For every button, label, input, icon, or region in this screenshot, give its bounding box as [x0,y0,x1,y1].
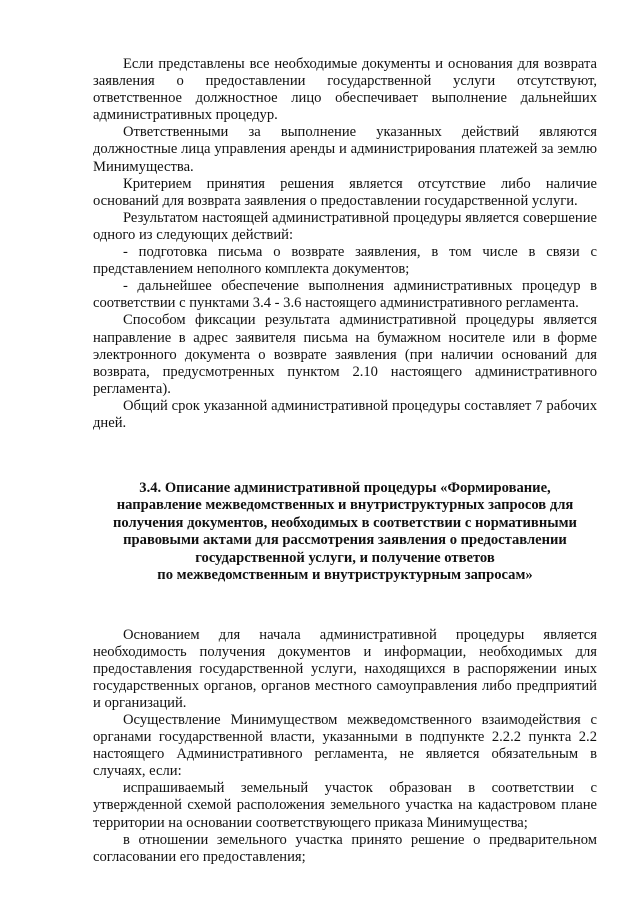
paragraph-decision-criterion: Критерием принятия решения является отсутствие либо наличие оснований для возврата заявления о предоставлении государственной услуги. [93,175,597,209]
section-heading-line: получения документов, необходимых в соответствии с нормативными [113,514,577,531]
paragraph-responsible-persons: Ответственными за выполнение указанных действий являются должностные лица управления аренды и администрирования платежей за землю Минимущества. [93,124,597,175]
section-heading-line: правовыми актами для рассмотрения заявления о предоставлении [123,532,567,549]
paragraph-procedure-basis: Основанием для начала административной процедуры является необходимость получения документов и информации, необходимых для предоставления государственной услуги, находящихся в распоряжении иных государственных органов, органов местного самоуправления либо предприятий и организаций. [93,626,597,711]
section-heading-line: по межведомственным и внутриструктурным запросам» [157,567,533,584]
section-heading-line: направление межведомственных и внутриструктурных запросов для [116,497,574,514]
section-heading-line: государственной услуги, и получение ответов [195,549,495,566]
paragraph-case-preliminary-approval: в отношении земельного участка принято решение о предварительном согласовании его предоставления; [93,831,597,865]
paragraph-interagency-interaction: Осуществление Минимуществом межведомственного взаимодействия с органами государственной власти, указанными в подпункте 2.2.2 пункта 2.2 настоящего Административного регламента, не является обязательным в случаях, если: [93,711,597,780]
section-heading-3-4 [93,480,597,584]
paragraph-documents-complete: Если представлены все необходимые документы и основания для возврата заявления о предоставлении государственной услуги отсутствуют, ответственное должностное лицо обеспечивает выполнение дальнейших административных процедур. [93,56,597,124]
paragraph-total-term: Общий срок указанной административной процедуры составляет 7 рабочих дней. [93,397,597,431]
list-item-further-procedures: - дальнейшее обеспечение выполнения административных процедур в соответствии с пунктами 3.4 - 3.6 настоящего административного регламента. [93,278,597,312]
section-heading-line: 3.4. Описание административной процедуры «Формирование, [139,480,551,497]
document-page [93,56,597,866]
paragraph-case-land-plot-formed: испрашиваемый земельный участок образован в соответствии с утвержденной схемой расположения земельного участка на кадастровом плане территории на основании соответствующего приказа Минимущества; [93,780,597,831]
list-item-return-letter: - подготовка письма о возврате заявления, в том числе в связи с представлением неполного комплекта документов; [93,244,597,278]
paragraph-result-fixation: Способом фиксации результата административной процедуры является направление в адрес заявителя письма на бумажном носителе или в форме электронного документа о возврате заявления (при наличии оснований для возврата, предусмотренных пунктом 2.10 настоящего административного регламента). [93,312,597,397]
paragraph-procedure-result: Результатом настоящей административной процедуры является совершение одного из следующих действий: [93,209,597,243]
